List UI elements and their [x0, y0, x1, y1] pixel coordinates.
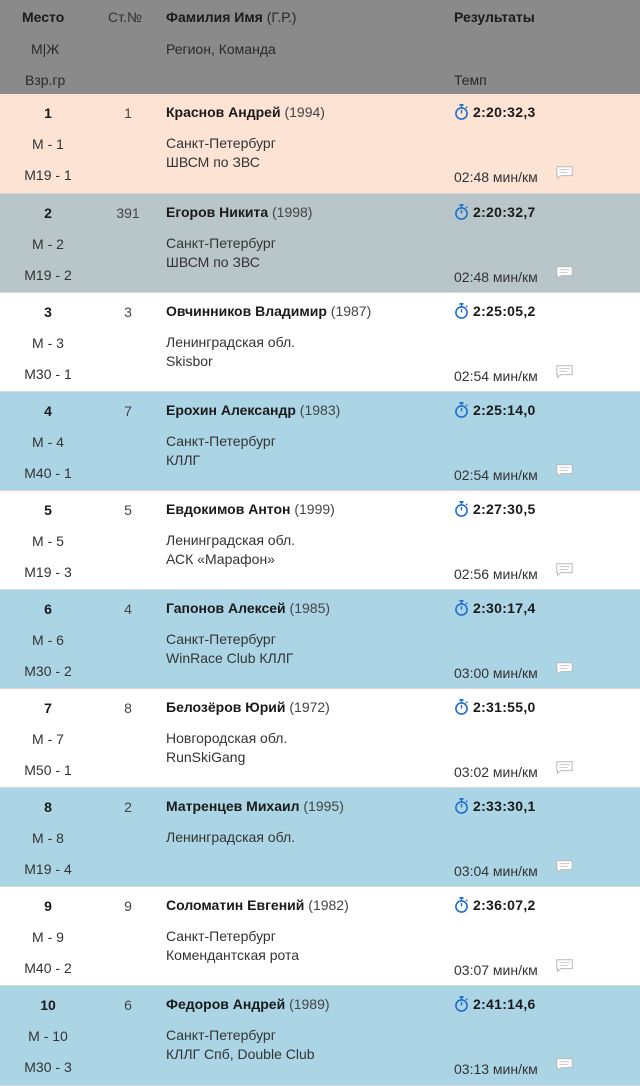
region: Ленинградская обл. [166, 334, 296, 350]
finish-time [454, 204, 536, 220]
athlete-name[interactable] [166, 600, 330, 616]
header-name[interactable] [166, 9, 296, 25]
comment-icon[interactable] [556, 959, 573, 972]
stopwatch-icon [454, 996, 469, 1012]
team: КЛЛГ [166, 452, 201, 468]
finish-time [454, 996, 536, 1012]
stopwatch-icon [454, 798, 469, 814]
finish-time [454, 897, 536, 913]
team: Skisbor [166, 353, 213, 369]
birth-year: (1985) [289, 600, 331, 616]
athlete-name[interactable] [166, 798, 344, 814]
finish-time [454, 402, 536, 418]
gender-place: М - 9 [32, 929, 64, 945]
table-row[interactable] [0, 887, 640, 986]
athlete-name[interactable] [166, 303, 371, 319]
athlete-name[interactable] [166, 699, 330, 715]
bib-number: 5 [124, 502, 132, 518]
table-row[interactable] [0, 293, 640, 392]
pace: 02:54 мин/км [454, 467, 538, 483]
gender-place: М - 4 [32, 434, 64, 450]
pace: 03:13 мин/км [454, 1061, 538, 1077]
age-group-place: М50 - 1 [24, 762, 72, 778]
place: 5 [44, 502, 52, 518]
region: Санкт-Петербург [166, 433, 276, 449]
table-row[interactable] [0, 392, 640, 491]
region: Санкт-Петербург [166, 135, 276, 151]
athlete-name[interactable] [166, 104, 325, 120]
place: 7 [44, 700, 52, 716]
team: КЛЛГ Спб, Double Club [166, 1046, 315, 1062]
finish-time [454, 104, 536, 120]
pace: 03:07 мин/км [454, 962, 538, 978]
pace: 02:48 мин/км [454, 269, 538, 285]
comment-icon[interactable] [556, 166, 573, 179]
stopwatch-icon [454, 699, 469, 715]
athlete-name-text: Гапонов Алексей [166, 600, 286, 616]
bib-number: 8 [124, 700, 132, 716]
finish-time-text: 2:30:17,4 [473, 600, 536, 616]
athlete-name-text: Соломатин Евгений [166, 897, 305, 913]
table-row[interactable] [0, 986, 640, 1086]
stopwatch-icon [454, 897, 469, 913]
table-row[interactable] [0, 689, 640, 788]
pace: 02:48 мин/км [454, 169, 538, 185]
table-row[interactable] [0, 491, 640, 590]
gender-place: М - 1 [32, 136, 64, 152]
table-row[interactable] [0, 788, 640, 887]
comment-icon[interactable] [556, 662, 573, 675]
athlete-name-text: Ерохин Александр [166, 402, 296, 418]
gender-place: М - 5 [32, 533, 64, 549]
athlete-name[interactable] [166, 996, 330, 1012]
finish-time-text: 2:36:07,2 [473, 897, 536, 913]
gender-place: М - 2 [32, 236, 64, 252]
header-gender[interactable]: М|Ж [31, 41, 60, 57]
bib-number: 4 [124, 601, 132, 617]
birth-year: (1989) [289, 996, 330, 1012]
pace: 03:02 мин/км [454, 764, 538, 780]
team: RunSkiGang [166, 749, 246, 765]
gender-place: М - 7 [32, 731, 64, 747]
birth-year: (1998) [272, 204, 313, 220]
place: 8 [44, 799, 52, 815]
gender-place: М - 6 [32, 632, 64, 648]
bib-number: 3 [124, 304, 132, 320]
stopwatch-icon [454, 402, 469, 418]
comment-icon[interactable] [556, 761, 573, 774]
finish-time [454, 798, 536, 814]
age-group-place: М30 - 3 [24, 1059, 72, 1075]
place: 9 [44, 898, 52, 914]
header-birth-year-label: (Г.Р.) [266, 9, 297, 25]
athlete-name[interactable] [166, 204, 312, 220]
finish-time-text: 2:20:32,3 [473, 104, 536, 120]
birth-year: (1983) [299, 402, 341, 418]
team: ШВСМ по ЗВС [166, 154, 260, 170]
comment-icon[interactable] [556, 563, 573, 576]
athlete-name[interactable] [166, 501, 335, 517]
table-row[interactable] [0, 94, 640, 194]
birth-year: (1994) [284, 104, 325, 120]
header-pace[interactable]: Темп [454, 72, 487, 88]
comment-icon[interactable] [556, 860, 573, 873]
pace: 02:56 мин/км [454, 566, 538, 582]
age-group-place: М40 - 1 [24, 465, 72, 481]
athlete-name-text: Овчинников Владимир [166, 303, 327, 319]
table-row[interactable] [0, 194, 640, 293]
region: Ленинградская обл. [166, 532, 296, 548]
place: 1 [44, 105, 52, 121]
header-results[interactable]: Результаты [454, 9, 535, 25]
athlete-name-text: Егоров Никита [166, 204, 269, 220]
region: Ленинградская обл. [166, 829, 296, 845]
comment-icon[interactable] [556, 1058, 573, 1071]
finish-time-text: 2:33:30,1 [473, 798, 536, 814]
athlete-name-text: Матренцев Михаил [166, 798, 300, 814]
finish-time-text: 2:27:30,5 [473, 501, 536, 517]
athlete-name-text: Евдокимов Антон [166, 501, 291, 517]
age-group-place: М30 - 2 [24, 663, 72, 679]
athlete-name[interactable] [166, 897, 349, 913]
pace: 03:04 мин/км [454, 863, 538, 879]
team: ШВСМ по ЗВС [166, 254, 260, 270]
header-name-label: Фамилия Имя [166, 9, 263, 25]
bib-number: 7 [124, 403, 132, 419]
bib-number: 9 [124, 898, 132, 914]
finish-time [454, 303, 536, 319]
birth-year: (1982) [308, 897, 349, 913]
region: Новгородская обл. [166, 730, 288, 746]
age-group-place: М19 - 2 [24, 267, 72, 283]
header-age-group[interactable]: Взр.гр [25, 72, 66, 88]
age-group-place: М19 - 1 [24, 167, 72, 183]
team: WinRace Club КЛЛГ [166, 650, 294, 666]
team: АСК «Марафон» [166, 551, 275, 567]
finish-time-text: 2:31:55,0 [473, 699, 536, 715]
finish-time [454, 699, 536, 715]
age-group-place: М19 - 3 [24, 564, 72, 580]
place: 4 [44, 403, 52, 419]
comment-icon[interactable] [556, 365, 573, 378]
stopwatch-icon [454, 104, 469, 120]
header-bib[interactable]: Ст.№ [108, 9, 142, 25]
place: 10 [40, 997, 56, 1013]
bib-number: 2 [124, 799, 132, 815]
bib-number: 391 [116, 205, 140, 221]
pace: 02:54 мин/км [454, 368, 538, 384]
age-group-place: М40 - 2 [24, 960, 72, 976]
team: Комендантская рота [166, 947, 300, 963]
results-table-header [0, 0, 640, 94]
comment-icon[interactable] [556, 464, 573, 477]
athlete-name[interactable] [166, 402, 340, 418]
place: 3 [44, 304, 52, 320]
region: Санкт-Петербург [166, 928, 276, 944]
region: Санкт-Петербург [166, 235, 276, 251]
birth-year: (1987) [330, 303, 372, 319]
athlete-name-text: Федоров Андрей [166, 996, 286, 1012]
finish-time-text: 2:41:14,6 [473, 996, 536, 1012]
stopwatch-icon [454, 303, 469, 319]
stopwatch-icon [454, 600, 469, 616]
gender-place: М - 8 [32, 830, 64, 846]
place: 6 [44, 601, 52, 617]
athlete-name-text: Краснов Андрей [166, 104, 281, 120]
birth-year: (1972) [289, 699, 330, 715]
place: 2 [44, 205, 52, 221]
age-group-place: М19 - 4 [24, 861, 72, 877]
region: Санкт-Петербург [166, 631, 276, 647]
comment-icon[interactable] [556, 266, 573, 279]
birth-year: (1995) [303, 798, 344, 814]
table-row[interactable] [0, 590, 640, 689]
pace: 03:00 мин/км [454, 665, 538, 681]
finish-time [454, 501, 536, 517]
gender-place: М - 10 [28, 1028, 68, 1044]
finish-time [454, 600, 536, 616]
age-group-place: М30 - 1 [24, 366, 72, 382]
birth-year: (1999) [294, 501, 335, 517]
header-region-team[interactable]: Регион, Команда [166, 41, 276, 57]
stopwatch-icon [454, 501, 469, 517]
finish-time-text: 2:25:14,0 [473, 402, 536, 418]
athlete-name-text: Белозёров Юрий [166, 699, 286, 715]
finish-time-text: 2:20:32,7 [473, 204, 536, 220]
stopwatch-icon [454, 204, 469, 220]
header-place[interactable]: Место [22, 9, 65, 25]
region: Санкт-Петербург [166, 1027, 276, 1043]
bib-number: 1 [124, 105, 132, 121]
finish-time-text: 2:25:05,2 [473, 303, 536, 319]
gender-place: М - 3 [32, 335, 64, 351]
bib-number: 6 [124, 997, 132, 1013]
